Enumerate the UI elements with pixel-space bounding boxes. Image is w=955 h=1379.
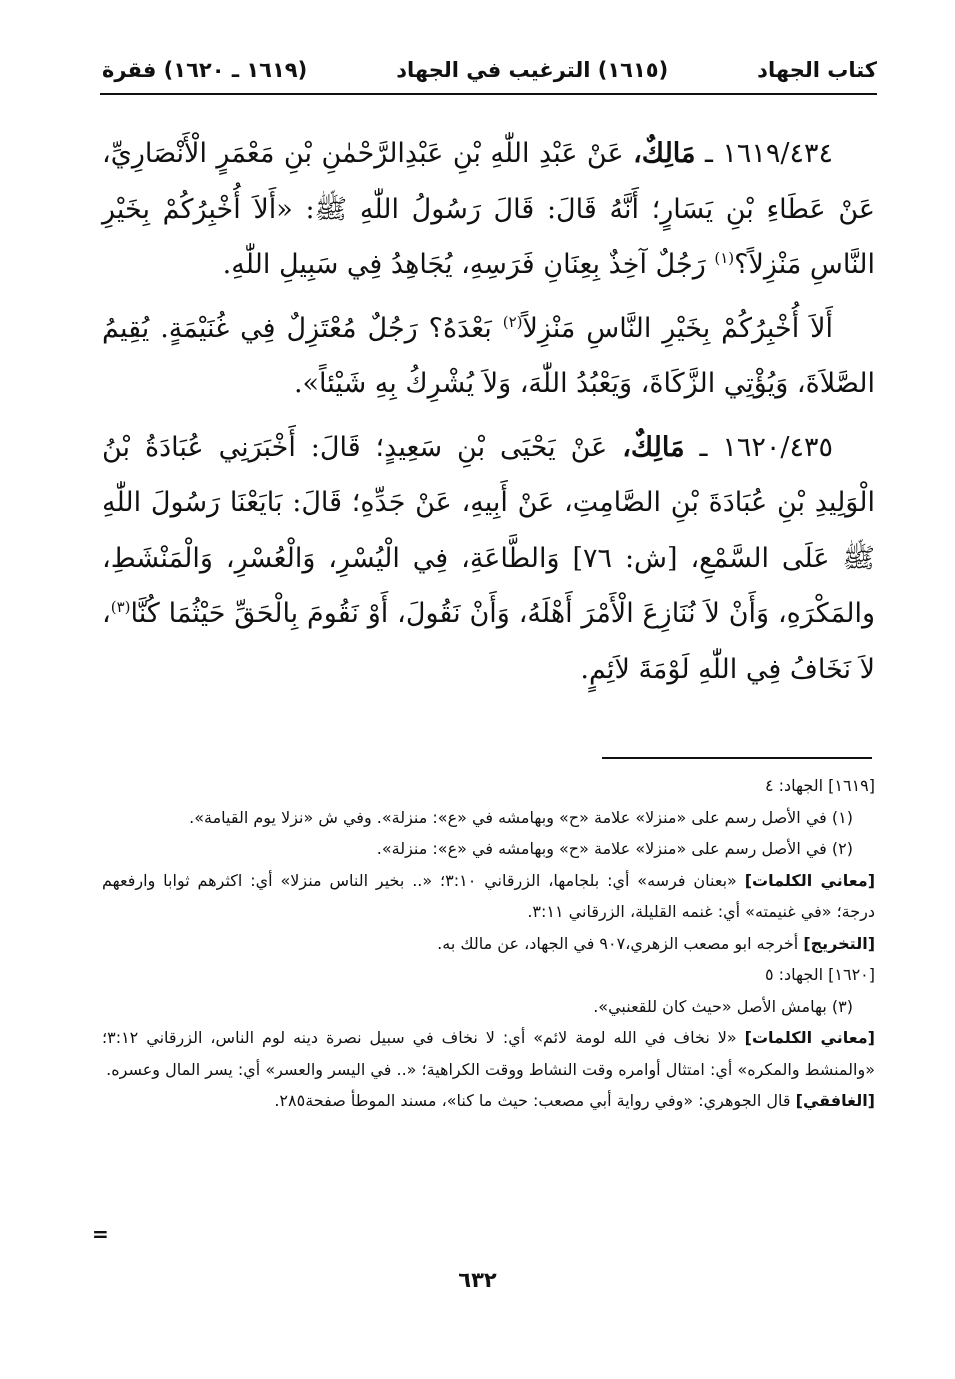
word-meanings-label-2: [معاني الكلمات] — [744, 1028, 875, 1047]
hadith-1620-text: عَنْ يَحْيَى بْنِ سَعِيدٍ؛ قَالَ: أَخْبَرَنِي عُبَادَةُ بْنُ الْوَلِيدِ بْنِ عُبَادَةَ بْنِ الصَّامِتِ، عَنْ أَبِيهِ، عَنْ جَدِّهِ؛ قَالَ: بَايَعْنَا رَسُولَ اللّٰهِ ﷺ عَلَى السَّمْعِ، [ش: ٧٦] وَالطَّاعَةِ، فِي الْيُسْرِ، وَالْعُسْرِ، وَالْمَنْشَطِ، والمَكْرَهِ، وَأَنْ لاَ نُنَازِعَ الْأَمْرَ أَهْلَهُ، وَأَنْ نَقُولَ، أَوْ نَقُومَ بِالْحَقِّ حَيْثُمَا كُنَّا — [102, 431, 875, 629]
word-meanings-text: «بعنان فرسه» أي: بلجامها، الزرقاني ٣:١٠؛ «.. بخير الناس منزلا» أي: اكثرهم ثوابا وارفعهم درجة؛ «في غنيمته» أي: غنمه القليلة، الزرقاني ٣:١١. — [102, 870, 875, 921]
word-meanings-label: [معاني الكلمات] — [744, 870, 876, 890]
header-chapter-title: (١٦١٥) الترغيب في الجهاد — [396, 58, 669, 82]
footnotes — [102, 770, 875, 1117]
footnote-ref-1[interactable]: (١) — [714, 249, 735, 267]
footnote-2: (٢) في الأصل رسم على «منزلا» علامة «ح» وبهامشه في «ع»: منزلة». — [376, 839, 853, 858]
hadith-1619-p2-text-cont: بَعْدَهُ؟ رَجُلٌ مُعْتَزِلٌ فِي غُنَيْمَةٍ. يُقِيمُ الصَّلاَةَ، وَيُؤْتِي الزَّكَاةَ، وَيَعْبُدُ اللّٰهَ، وَلاَ يُشْرِكُ بِهِ شَيْئاً». — [102, 312, 875, 399]
ghafiqi-1620 — [102, 1085, 875, 1117]
running-header — [102, 50, 877, 90]
hadith-1619-text-cont: رَجُلٌ آخِذٌ بِعِنَانِ فَرَسِهِ، يُجَاهِدُ فِي سَبِيلِ اللّٰهِ. — [222, 249, 715, 280]
takhrij-text: أخرجه ابو مصعب الزهري،٩٠٧ في الجهاد، عن مالك به. — [437, 933, 804, 953]
hadith-1619-number: ١٦١٩/٤٣٤ ـ — [704, 138, 833, 169]
hadith-1619-cont — [102, 301, 875, 412]
hadith-1620 — [102, 420, 875, 698]
header-rule — [100, 93, 877, 95]
hadith-body — [102, 126, 875, 705]
header-book-title: كتاب الجهاد — [757, 58, 877, 82]
hadith-1620-narrator: مَالِكٌ، — [622, 431, 685, 463]
hadith-1619 — [102, 126, 875, 293]
word-meanings-text-2: «لا نخاف في الله لومة لائم» أي: لا نخاف في سبيل نصرة دينه لوم الناس، الزرقاني ٣:١٢؛ «والمنشط والمكره» أي: امتثال أوامره وقت النشاط ووقت الكراهية؛ «.. في اليسر والعسر» أي: يسر المال وعسره. — [102, 1028, 875, 1079]
hadith-1619-p2-text: أَلاَ أُخْبِرُكُمْ بِخَيْرِ النَّاسِ مَنْزِلاً — [522, 312, 833, 344]
ref-1620: [١٦٢٠] الجهاد: ٥ — [764, 965, 875, 984]
takhrij-1619 — [102, 928, 875, 960]
continuation-mark: = — [92, 1222, 109, 1246]
footnote-3: (٣) بهامش الأصل «حيث كان للقعنبي». — [593, 996, 853, 1016]
takhrij-label: [التخريج] — [803, 933, 875, 953]
ghafiqi-text: قال الجوهري: «وفي رواية أبي مصعب: حيث ما كنا»، مسند الموطأ صفحة٢٨٥. — [274, 1091, 796, 1110]
footnote-ref-3[interactable]: (٣) — [110, 598, 131, 616]
hadith-1619-narrator: مَالِكٌ، — [633, 138, 696, 169]
header-paragraph-range: (١٦١٩ ـ ١٦٢٠) فقرة — [102, 58, 308, 82]
hadith-1620-text-cont: ، لاَ نَخَافُ فِي اللّٰهِ لَوْمَةَ لاَئِمٍ. — [102, 598, 875, 685]
word-meanings-1619 — [102, 865, 875, 928]
hadith-1620-number: ١٦٢٠/٤٣٥ ـ — [699, 431, 833, 463]
footnote-1: (١) في الأصل رسم على «منزلا» علامة «ح» وبهامشه في «ع»: منزلة». وفي ش «نزلا يوم القيامة». — [189, 807, 853, 827]
word-meanings-1620 — [102, 1022, 875, 1085]
footnote-ref-2[interactable]: (٢) — [502, 312, 523, 331]
page-number: ٦٣٢ — [458, 1268, 497, 1292]
ghafiqi-label: [الغافقي] — [795, 1091, 875, 1110]
ref-1619: [١٦١٩] الجهاد: ٤ — [764, 776, 875, 795]
hadith-1619-text: عَنْ عَبْدِ اللّٰهِ بْنِ عَبْدِالرَّحْمٰنِ بْنِ مَعْمَرٍ الْأَنْصَارِيِّ، عَنْ عَطَاءِ بْنِ يَسَارٍ؛ أَنَّهُ قَالَ: قَالَ رَسُولُ اللّٰهِ ﷺ: «أَلاَ أُخْبِرُكُمْ بِخَيْرِ النَّاسِ مَنْزِلاً؟ — [102, 138, 875, 280]
footnote-rule — [602, 757, 872, 759]
